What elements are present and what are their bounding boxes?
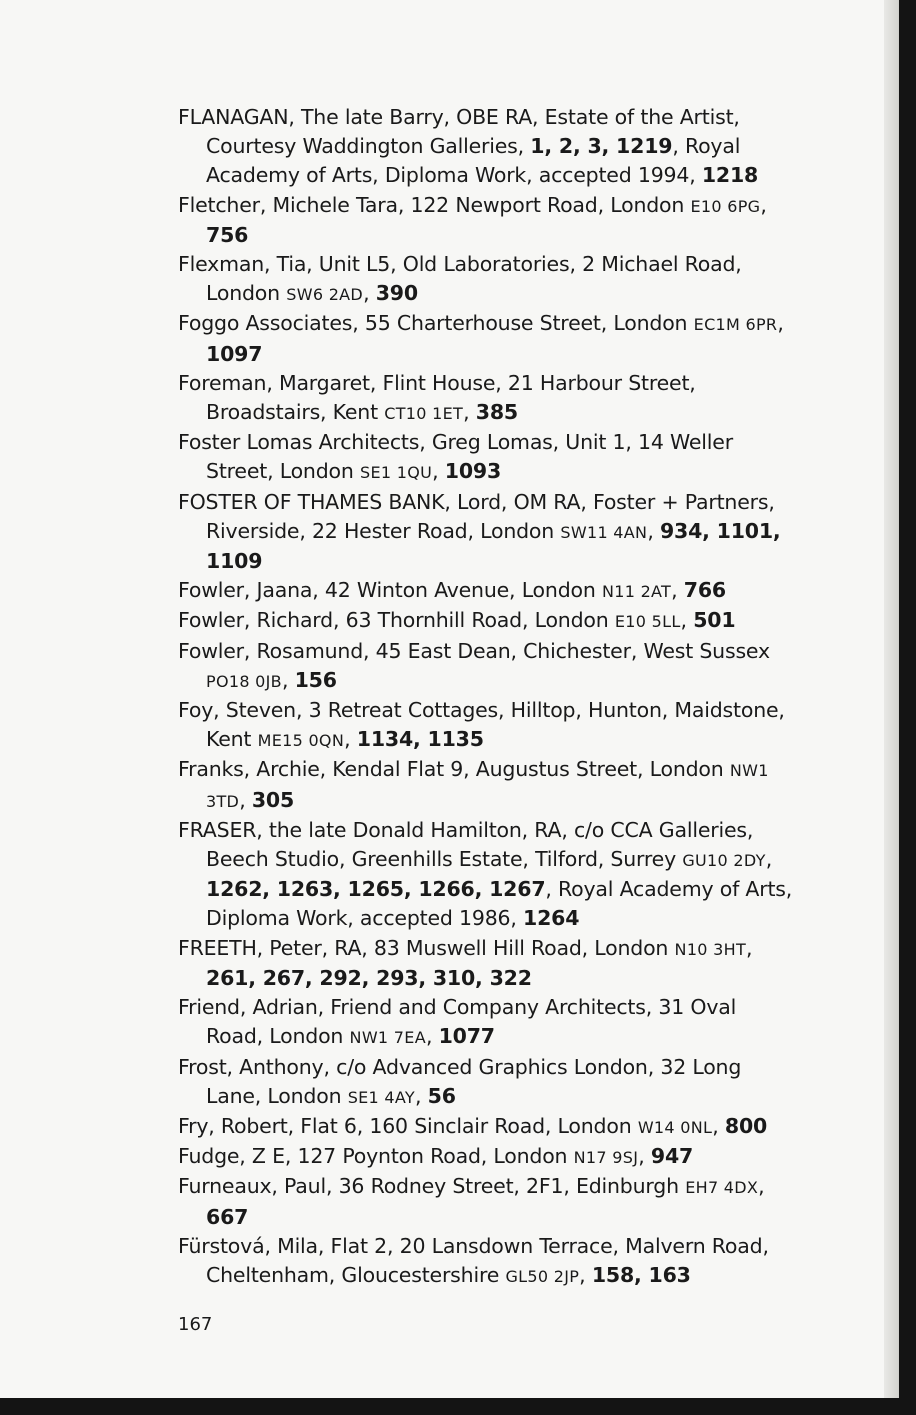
postcode: CT10 1ET bbox=[384, 404, 464, 424]
entry-text: , bbox=[777, 311, 784, 336]
index-entry bbox=[178, 755, 794, 815]
postcode: N17 9SJ bbox=[573, 1148, 639, 1168]
postcode: EH7 4DX bbox=[685, 1178, 759, 1198]
catalogue-numbers: 1093 bbox=[444, 459, 502, 484]
postcode: N10 3HT bbox=[674, 939, 747, 959]
entry-text: , Royal Academy of Arts, Diploma Work, accepted 1994, bbox=[206, 134, 741, 188]
entry-text: Fry, Robert, Flat 6, 160 Sinclair Road, London bbox=[178, 1113, 638, 1138]
entry-text: Frost, Anthony, c/o Advanced Graphics London, 32 Long Lane, London bbox=[178, 1054, 742, 1108]
catalogue-numbers: 1, 2, 3, 1219 bbox=[530, 134, 673, 159]
entry-text: , bbox=[760, 192, 767, 217]
catalogue-numbers: 1264 bbox=[523, 906, 580, 931]
entry-text: , bbox=[414, 1083, 428, 1108]
entry-text: Foster Lomas Architects, Greg Lomas, Unit 1, 14 Weller Street, London bbox=[178, 430, 733, 484]
index-entry bbox=[178, 993, 794, 1052]
page-number: 167 bbox=[178, 1314, 213, 1335]
entry-text: Foreman, Margaret, Flint House, 21 Harbour Street, Broadstairs, Kent bbox=[178, 370, 696, 425]
entry-text: Fowler, Jaana, 42 Winton Avenue, London bbox=[178, 578, 602, 603]
index-entry bbox=[178, 191, 794, 250]
catalogue-numbers: 385 bbox=[475, 400, 518, 425]
index-entry bbox=[178, 696, 794, 755]
entry-text: FLANAGAN, The late Barry, OBE RA, Estate of the Artist, Courtesy Waddington Galleries, bbox=[178, 105, 740, 159]
index-entry bbox=[178, 428, 794, 487]
entry-text: , bbox=[712, 1113, 725, 1138]
entry-text: Fletcher, Michele Tara, 122 Newport Road, London bbox=[178, 192, 691, 217]
catalogue-numbers: 1097 bbox=[206, 341, 263, 366]
entry-text: Franks, Archie, Kendal Flat 9, Augustus Street, London bbox=[178, 757, 730, 782]
entry-text: , bbox=[579, 1262, 592, 1287]
catalogue-numbers: 934, 1101, 1109 bbox=[206, 518, 781, 574]
catalogue-numbers: 1134, 1135 bbox=[356, 727, 484, 752]
index-entry bbox=[178, 103, 794, 191]
index-entry bbox=[178, 1142, 794, 1172]
entry-text: , bbox=[638, 1144, 651, 1169]
index-entries bbox=[178, 103, 794, 1291]
postcode: E10 6PG bbox=[690, 196, 761, 216]
catalogue-numbers: 947 bbox=[650, 1144, 694, 1169]
catalogue-numbers: 766 bbox=[683, 578, 726, 603]
entry-text: , bbox=[363, 281, 376, 306]
entry-text: , bbox=[432, 459, 445, 484]
entry-text: Foy, Steven, 3 Retreat Cottages, Hilltop, Hunton, Maidstone, Kent bbox=[178, 698, 785, 752]
catalogue-numbers: 305 bbox=[251, 787, 295, 812]
postcode: NW1 7EA bbox=[349, 1028, 426, 1048]
catalogue-numbers: 756 bbox=[206, 222, 249, 247]
postcode: PO18 0JB bbox=[206, 671, 282, 691]
entry-text: , bbox=[671, 578, 684, 603]
index-entry bbox=[178, 488, 794, 577]
entry-text: FREETH, Peter, RA, 83 Muswell Hill Road, London bbox=[178, 935, 675, 960]
postcode: ME15 0QN bbox=[257, 731, 345, 751]
entry-text: FRASER, the late Donald Hamilton, RA, c/o CCA Galleries, Beech Studio, Greenhills Estate, Tilford, Surrey bbox=[178, 817, 754, 872]
catalogue-numbers: 56 bbox=[427, 1083, 456, 1108]
entry-text: Flexman, Tia, Unit L5, Old Laboratories, 2 Michael Road, London bbox=[178, 252, 742, 306]
postcode: SE1 4AY bbox=[347, 1087, 415, 1107]
index-entry bbox=[178, 606, 794, 636]
index-entry bbox=[178, 309, 794, 368]
catalogue-numbers: 158, 163 bbox=[591, 1262, 691, 1287]
index-entry bbox=[178, 1112, 794, 1142]
entry-text: Fowler, Rosamund, 45 East Dean, Chichester, West Sussex bbox=[178, 638, 770, 663]
postcode: E10 5LL bbox=[614, 612, 681, 632]
postcode: EC1M 6PR bbox=[693, 315, 778, 335]
postcode: SW11 4AN bbox=[560, 522, 648, 542]
entry-text: , bbox=[425, 1024, 439, 1049]
postcode: GL50 2JP bbox=[505, 1266, 580, 1286]
postcode: GU10 2DY bbox=[682, 851, 766, 871]
entry-text: , bbox=[746, 935, 753, 960]
entry-text: Furneaux, Paul, 36 Rodney Street, 2F1, Edinburgh bbox=[178, 1174, 686, 1199]
index-entry bbox=[178, 637, 794, 696]
entry-text: , bbox=[239, 787, 252, 812]
catalogue-numbers: 1077 bbox=[438, 1024, 495, 1049]
index-entry bbox=[178, 250, 794, 309]
postcode: SW6 2AD bbox=[286, 285, 364, 305]
postcode: N11 2AT bbox=[601, 582, 672, 602]
catalogue-numbers: 800 bbox=[724, 1113, 768, 1138]
entry-text: , bbox=[647, 518, 660, 543]
index-entry bbox=[178, 816, 794, 934]
index-entry bbox=[178, 1172, 794, 1231]
index-entry bbox=[178, 934, 794, 993]
entry-text: , bbox=[765, 847, 773, 872]
catalogue-numbers: 1262, 1263, 1265, 1266, 1267 bbox=[206, 877, 546, 902]
postcode: SE1 1QU bbox=[359, 463, 433, 483]
index-entry bbox=[178, 576, 794, 606]
entry-text: , bbox=[344, 727, 357, 752]
entry-text: , Royal Academy of Arts, Diploma Work, accepted 1986, bbox=[206, 877, 793, 931]
entry-text: , bbox=[758, 1174, 765, 1199]
catalogue-numbers: 261, 267, 292, 293, 310, 322 bbox=[206, 965, 532, 990]
entry-text: , bbox=[463, 400, 476, 425]
page-edge bbox=[884, 0, 898, 1398]
entry-text: Fowler, Richard, 63 Thornhill Road, London bbox=[178, 608, 615, 633]
catalogue-numbers: 390 bbox=[375, 281, 418, 306]
entry-text: Fürstová, Mila, Flat 2, 20 Lansdown Terrace, Malvern Road, Cheltenham, Gloucestershire bbox=[178, 1233, 769, 1287]
index-entry bbox=[178, 1053, 794, 1112]
entry-text: , bbox=[281, 667, 295, 692]
entry-text: Friend, Adrian, Friend and Company Architects, 31 Oval Road, London bbox=[178, 995, 737, 1049]
postcode: NW1 3TD bbox=[206, 761, 769, 811]
entry-text: FOSTER OF THAMES BANK, Lord, OM RA, Foster + Partners, Riverside, 22 Hester Road, London bbox=[178, 489, 775, 543]
entry-text: , bbox=[680, 608, 694, 633]
catalogue-numbers: 501 bbox=[693, 608, 736, 633]
index-entry bbox=[178, 1232, 794, 1291]
catalogue-numbers: 667 bbox=[206, 1204, 249, 1229]
postcode: W14 0NL bbox=[637, 1117, 713, 1137]
entry-text: Fudge, Z E, 127 Poynton Road, London bbox=[178, 1144, 574, 1169]
entry-text: Foggo Associates, 55 Charterhouse Street, London bbox=[178, 311, 694, 336]
catalogue-numbers: 156 bbox=[294, 667, 337, 692]
catalogue-numbers: 1218 bbox=[701, 163, 759, 188]
index-entry bbox=[178, 369, 794, 428]
